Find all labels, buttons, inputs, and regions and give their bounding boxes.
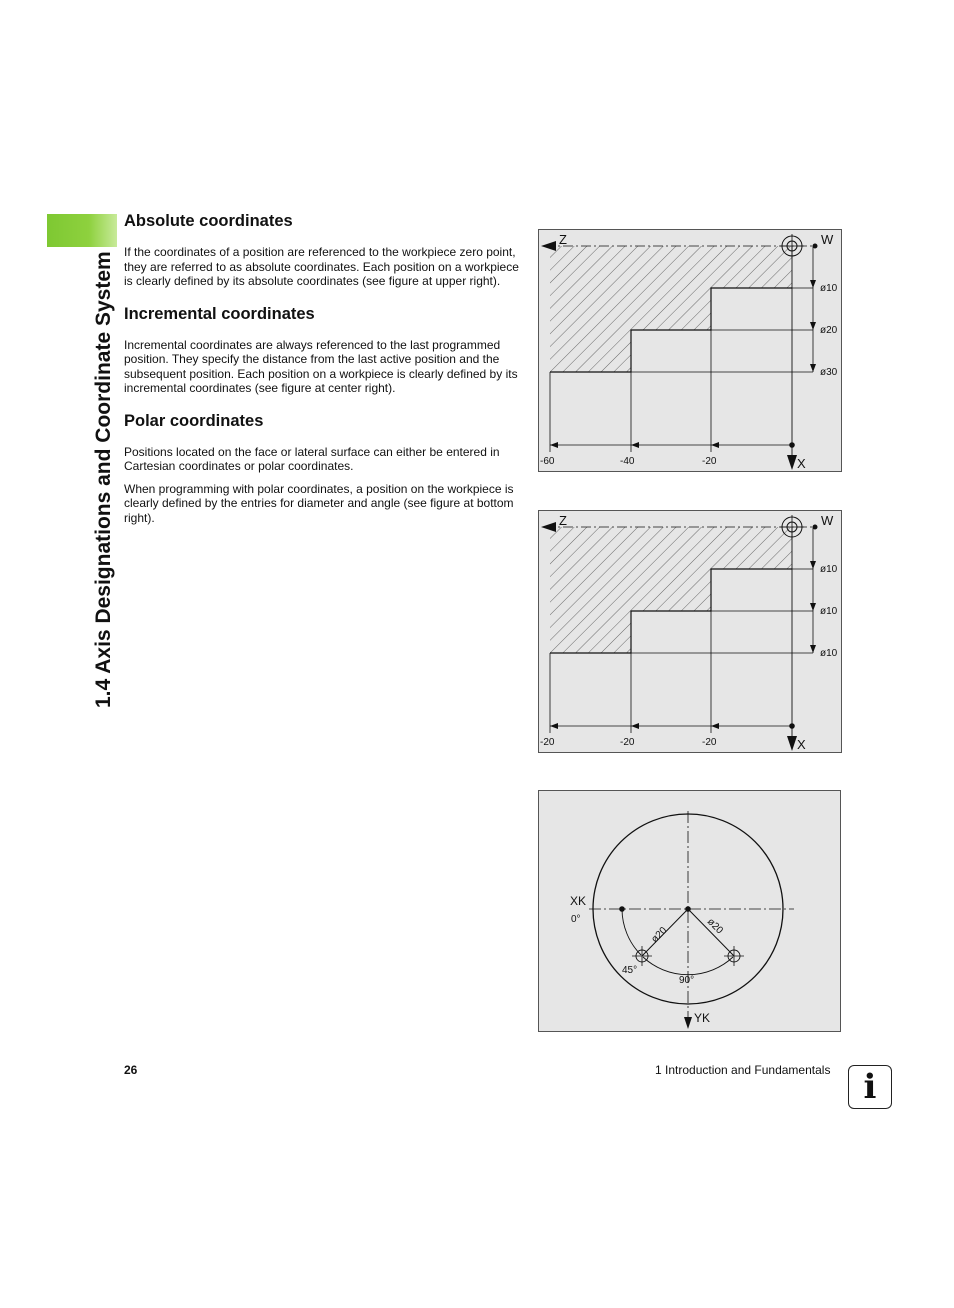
angle-arc-45 bbox=[622, 909, 641, 955]
dim-label: ø10 bbox=[820, 606, 838, 617]
angle-label-45: 45° bbox=[622, 965, 638, 976]
section-paragraph: Incremental coordinates are always referenced to the last programmed position. They specify the distance from the last active position and the subsequent position. Each position on a workpiece is clearly defined by its incremental coordinates (see figure at center right). bbox=[124, 337, 518, 395]
chapter-footer: 1 Introduction and Fundamentals bbox=[655, 1063, 831, 1077]
figure-incremental-coordinates bbox=[538, 510, 842, 753]
dim-label: ø10 bbox=[820, 648, 838, 659]
yk-axis-label: YK bbox=[694, 1011, 711, 1025]
tick-label: -20 bbox=[702, 456, 717, 467]
x-axis-label: X bbox=[797, 456, 806, 471]
z-axis-label: Z bbox=[559, 513, 567, 528]
section-heading: Incremental coordinates bbox=[124, 304, 315, 323]
section-polar-coordinates bbox=[124, 411, 520, 526]
chapter-tab-marker bbox=[47, 214, 117, 247]
page-number: 26 bbox=[124, 1063, 138, 1077]
xk-axis-label: XK bbox=[570, 894, 587, 908]
angle-label-90: 90° bbox=[679, 975, 695, 986]
w-label: W bbox=[821, 232, 834, 247]
z-axis-label: Z bbox=[559, 232, 567, 247]
section-paragraph: When programming with polar coordinates, a position on the workpiece is clearly defined by the entries for diameter and angle (see figure at bottom right). bbox=[124, 481, 514, 525]
diameter-label-right: ø20 bbox=[704, 916, 725, 937]
x-axis-arrow bbox=[787, 455, 797, 470]
section-paragraph: If the coordinates of a position are referenced to the workpiece zero point, they are referred to as absolute coordinates. Each position on a workpiece is clearly defined by its absolute coordinates (see figure at upper right). bbox=[124, 245, 519, 288]
figure-absolute-coordinates bbox=[538, 229, 842, 472]
yk-axis-arrow bbox=[684, 1017, 692, 1029]
hatched-workpiece bbox=[550, 246, 792, 372]
z-axis-arrow bbox=[541, 241, 556, 251]
info-icon bbox=[848, 1065, 892, 1109]
angle-label-0: 0° bbox=[571, 914, 581, 925]
tick-label: -20 bbox=[620, 737, 635, 748]
x-axis-arrow bbox=[787, 736, 797, 751]
tick-label: -20 bbox=[540, 737, 555, 748]
tick-label: -60 bbox=[540, 456, 555, 467]
diameter-label-left: ø20 bbox=[649, 925, 670, 946]
dim-label: ø10 bbox=[820, 564, 838, 575]
figure-polar-coordinates bbox=[538, 790, 841, 1032]
tick-label: -20 bbox=[702, 737, 717, 748]
section-absolute-coordinates bbox=[124, 211, 520, 289]
main-text-column bbox=[124, 211, 520, 540]
info-glyph: i bbox=[863, 1067, 877, 1107]
dim-label: ø30 bbox=[820, 367, 838, 378]
section-paragraph: Positions located on the face or lateral surface can either be entered in Cartesian coordinates or polar coordinates. bbox=[124, 444, 500, 473]
section-heading: Polar coordinates bbox=[124, 411, 264, 430]
section-heading: Absolute coordinates bbox=[124, 212, 293, 230]
x-axis-label: X bbox=[797, 737, 806, 752]
section-incremental-coordinates bbox=[124, 304, 520, 396]
tick-label: -40 bbox=[620, 456, 635, 467]
hatched-workpiece bbox=[550, 527, 792, 653]
dim-label: ø10 bbox=[820, 283, 838, 294]
w-label: W bbox=[821, 513, 834, 528]
dim-label: ø20 bbox=[820, 325, 838, 336]
z-axis-arrow bbox=[541, 522, 556, 532]
chapter-section-title: 1.4 Axis Designations and Coordinate System bbox=[92, 251, 115, 708]
